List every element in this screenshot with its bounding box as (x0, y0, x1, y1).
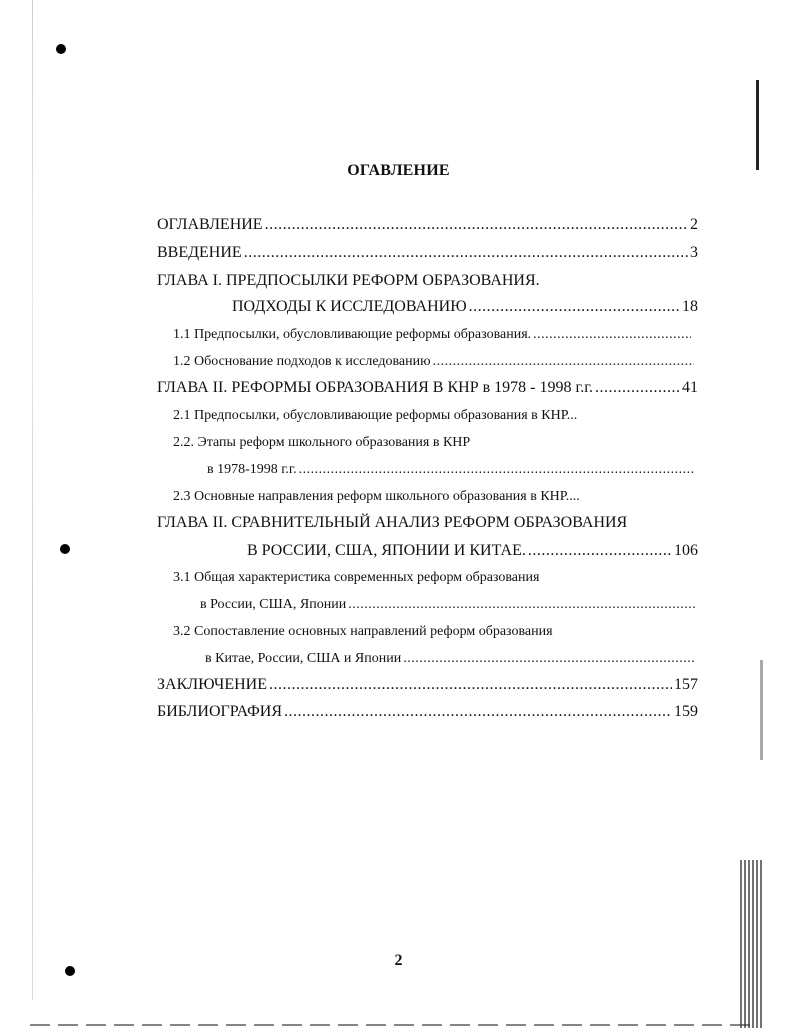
toc-section-2-3[interactable]: 2.3 Основные направления реформ школьного образования в КНР.... (173, 489, 580, 504)
toc-leader-dots (403, 648, 695, 670)
scan-edge-bottom (30, 1024, 750, 1026)
toc-entry-label: ПОДХОДЫ К ИССЛЕДОВАНИЮ (232, 298, 467, 315)
toc-entry-label: в России, США, Японии (200, 597, 347, 612)
toc-leader-dots (528, 540, 672, 562)
toc-chapter-3-title[interactable]: ГЛАВА II. СРАВНИТЕЛЬНЫЙ АНАЛИЗ РЕФОРМ ОБРАЗОВАНИЯ (157, 514, 628, 531)
toc-section-3-2[interactable] (205, 648, 697, 670)
toc-entry-conclusion[interactable] (157, 674, 698, 696)
toc-entry-page: 18 (682, 298, 698, 315)
toc-section-2-2-title[interactable]: 2.2. Этапы реформ школьного образования в КНР (173, 435, 471, 450)
toc-leader-dots (469, 296, 680, 318)
toc-leader-dots (299, 459, 695, 481)
toc-entry-introduction[interactable] (157, 242, 698, 264)
toc-section-2-2[interactable] (207, 459, 697, 481)
page-title: ОГАВЛЕНИЕ (347, 162, 450, 179)
toc-leader-dots (348, 594, 695, 616)
scan-edge-right-bottom (740, 860, 762, 1028)
toc-entry-label: 1.1 Предпосылки, обусловливающие реформы образования. (173, 327, 532, 342)
toc-section-1-1[interactable] (173, 324, 693, 346)
toc-chapter-3[interactable] (247, 540, 698, 562)
toc-entry-page: 106 (674, 542, 698, 559)
toc-entry-page: 3 (690, 244, 698, 261)
toc-entry-page: 41 (682, 379, 698, 396)
punch-hole-middle (60, 544, 70, 554)
toc-entry-label: 1.2 Обоснование подходов к исследованию (173, 354, 431, 369)
toc-entry-label: ВВЕДЕНИЕ (157, 244, 242, 261)
toc-leader-dots (244, 242, 688, 264)
toc-leader-dots (284, 701, 672, 723)
toc-section-3-1-title[interactable]: 3.1 Общая характеристика современных реформ образования (173, 570, 540, 585)
toc-entry-label: БИБЛИОГРАФИЯ (157, 703, 283, 720)
toc-entry-label: ГЛАВА II. РЕФОРМЫ ОБРАЗОВАНИЯ В КНР в 1978 - 1998 г.г. (157, 379, 593, 396)
toc-section-1-2[interactable] (173, 351, 696, 373)
toc-chapter-2[interactable] (157, 377, 698, 399)
toc-leader-dots (595, 377, 680, 399)
toc-entry-page: 2 (690, 216, 698, 233)
toc-entry-page: 157 (674, 676, 698, 693)
toc-section-2-1[interactable]: 2.1 Предпосылки, обусловливающие реформы образования в КНР... (173, 408, 578, 423)
toc-entry-label: в 1978-1998 г.г. (207, 462, 297, 477)
toc-chapter-1[interactable] (232, 296, 698, 318)
toc-entry-bibliography[interactable] (157, 701, 698, 723)
scan-edge-left (32, 0, 33, 1000)
toc-chapter-1-title[interactable]: ГЛАВА I. ПРЕДПОСЫЛКИ РЕФОРМ ОБРАЗОВАНИЯ. (157, 272, 540, 289)
toc-leader-dots (433, 351, 694, 373)
toc-section-3-1[interactable] (200, 594, 697, 616)
toc-entry-label: в Китае, России, США и Японии (205, 651, 402, 666)
toc-entry-contents[interactable] (157, 214, 698, 236)
toc-leader-dots (265, 214, 688, 236)
page-number: 2 (394, 952, 403, 969)
toc-section-3-2-title[interactable]: 3.2 Сопоставление основных направлений реформ образования (173, 624, 553, 639)
toc-entry-page: 159 (674, 703, 698, 720)
toc-entry-label: ОГЛАВЛЕНИЕ (157, 216, 263, 233)
toc-entry-label: ЗАКЛЮЧЕНИЕ (157, 676, 267, 693)
toc-entry-label: В РОССИИ, США, ЯПОНИИ И КИТАЕ. (247, 542, 526, 559)
toc-leader-dots (269, 674, 672, 696)
scan-edge-right-mid (760, 660, 763, 760)
scan-edge-right (756, 80, 759, 170)
toc-leader-dots (533, 324, 691, 346)
punch-hole-top (56, 44, 66, 54)
